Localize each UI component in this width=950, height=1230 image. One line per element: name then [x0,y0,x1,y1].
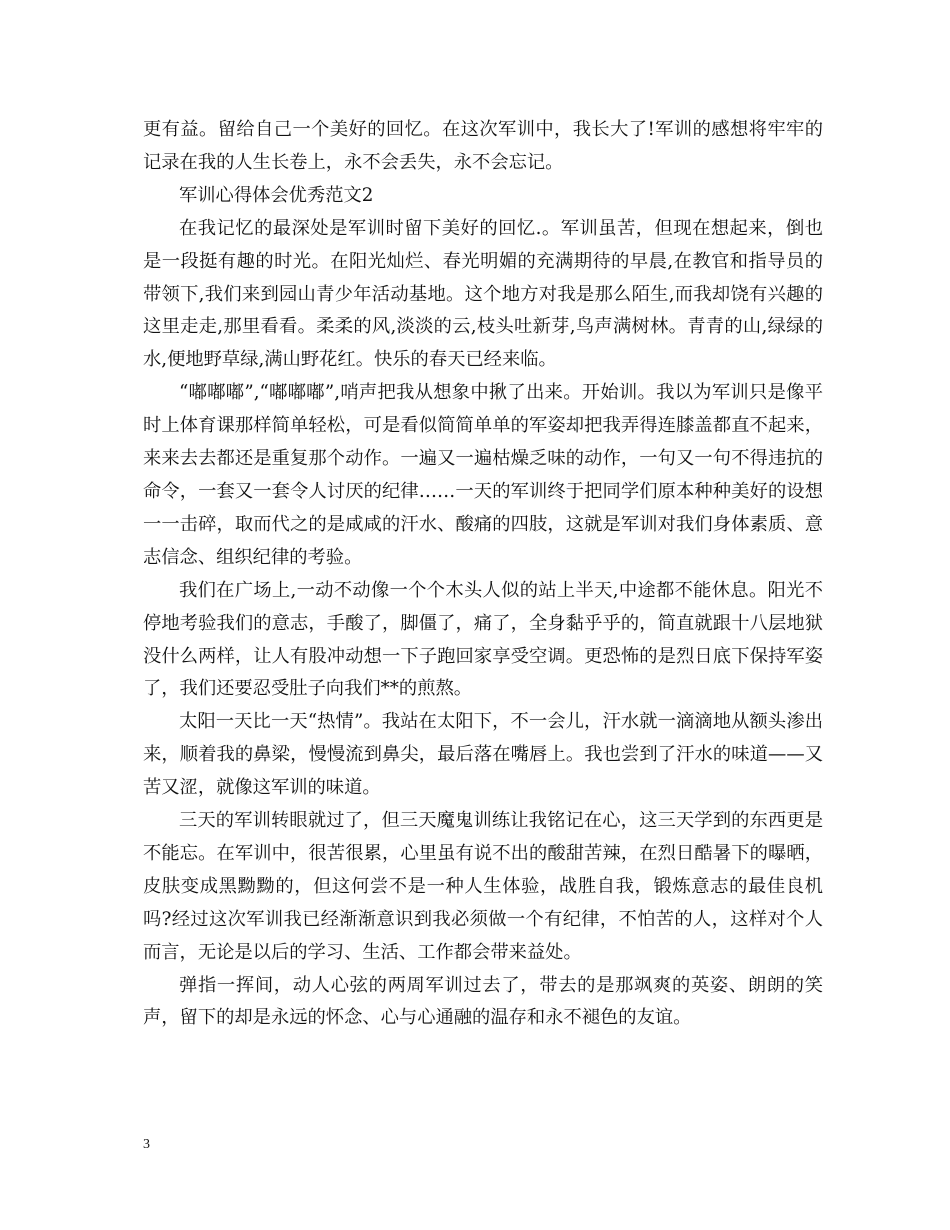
paragraph: “嘟嘟嘟”,“嘟嘟嘟”,哨声把我从想象中揪了出来。开始训。我以为军训只是像平时上体育课那样简单轻松，可是看似简简单单的军姿却把我弄得连膝盖都直不起来，来来去去都还是重复那个动作。一遍又一遍枯燥乏味的动作，一句又一句不得违抗的命令，一套又一套令人讨厌的纪律……一天的军训终于把同学们原本种种美好的设想一一击碎，取而代之的是咸咸的汗水、酸痛的四肢，这就是军训对我们身体素质、意志信念、组织纪律的考验。 [143,382,823,568]
paragraph: 三天的军训转眼就过了，但三天魔鬼训练让我铭记在心，这三天学到的东西更是不能忘。在军训中，很苦很累，心里虽有说不出的酸甜苦辣，在烈日酷暑下的曝晒，皮肤变成黑黝黝的，但这何尝不是一种人生体验，战胜自我，锻炼意志的最佳良机吗?经过这次军训我已经渐渐意识到我必须做一个有纪律，不怕苦的人，这样对个人而言，无论是以后的学习、生活、工作都会带来益处。 [143,810,823,963]
paragraph: 太阳一天比一天“热情”。我站在太阳下，不一会儿，汗水就一滴滴地从额头渗出来，顺着我的鼻梁，慢慢流到鼻尖，最后落在嘴唇上。我也尝到了汗水的味道——又苦又涩，就像这军训的味道。 [143,711,823,799]
paragraph: 我们在广场上,一动不动像一个个木头人似的站上半天,中途都不能休息。阳光不停地考验我们的意志，手酸了，脚僵了，痛了，全身黏乎乎的，简直就跟十八层地狱没什么两样，让人有股冲动想一下子跑回家享受空调。更恐怖的是烈日底下保持军姿了，我们还要忍受肚子向我们**的煎熬。 [143,579,823,700]
section-heading: 军训心得体会优秀范文2 [179,184,374,206]
paragraph: 弹指一挥间，动人心弦的两周军训过去了，带去的是那飒爽的英姿、朗朗的笑声，留下的却是永远的怀念、心与心通融的温存和永不褪色的友谊。 [143,974,823,1029]
document-body [143,114,823,1035]
paragraph: 在我记忆的最深处是军训时留下美好的回忆.。军训虽苦，但现在想起来，倒也是一段挺有趣的时光。在阳光灿烂、春光明媚的充满期待的早晨,在教官和指导员的带领下,我们来到园山青少年活动基地。这个地方对我是那么陌生,而我却饶有兴趣的这里走走,那里看看。柔柔的风,淡淡的云,枝头吐新芽,鸟声满树林。青青的山,绿绿的水,便地野草绿,满山野花红。快乐的春天已经来临。 [143,217,823,371]
page-number: 3 [143,1137,150,1152]
paragraph-continuation: 更有益。留给自己一个美好的回忆。在这次军训中，我长大了!军训的感想将牢牢的记录在我的人生长卷上，永不会丢失，永不会忘记。 [143,119,823,173]
